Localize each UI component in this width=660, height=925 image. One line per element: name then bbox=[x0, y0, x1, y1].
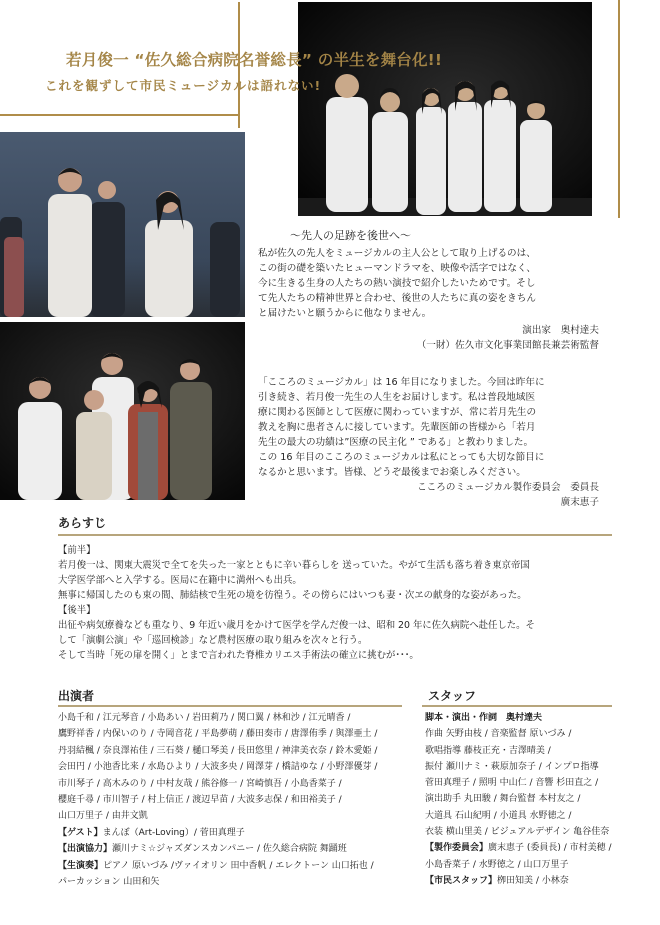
message-line: 先生の最大の功績は”医療の民主化 ” である」と教わりました。 bbox=[258, 437, 534, 448]
gold-frame-right bbox=[618, 0, 620, 218]
cast-cooperation-label: 【出演協力】 bbox=[58, 844, 113, 855]
headline-main: 若月俊一 “佐久総合病院名誉総長” の半生を舞台化!! bbox=[66, 51, 443, 69]
staff-line: 歌唱指導 藤枝正充・吉澤晴美 / bbox=[425, 745, 551, 756]
cast-line: 櫻庭千尋 / 市川智子 / 村上信正 / 渡辺早苗 / 大波多志保 / 和田裕美子 / bbox=[58, 795, 342, 806]
stage-photo-duet bbox=[0, 132, 245, 317]
staff-title: スタッフ bbox=[428, 689, 477, 703]
message-line: 療に関わる医師として医療に関わっていますが、常に若月先生の bbox=[258, 407, 537, 418]
staff-lead: 脚本・演出・作詞 奥村達夫 bbox=[425, 713, 543, 723]
message-line: と届けたいと願うからに他なりません。 bbox=[258, 308, 432, 319]
synopsis-line: 出征や病気療養なども重なり、9 年近い歳月をかけて医学を学んだ俊一は、昭和 20 年に佐久病院へ赴任した。そ bbox=[58, 620, 535, 631]
cast-guest-text: まんぼ（Art-Loving）/ 菅田真理子 bbox=[102, 827, 245, 838]
gold-frame-left-vertical bbox=[238, 114, 240, 128]
staff-line: 振付 瀬川ナミ・萩原加奈子 / インプロ指導 bbox=[425, 761, 599, 772]
cast-guest-label: 【ゲスト】 bbox=[58, 827, 103, 838]
cast-line: 市川琴子 / 高木みのり / 中村友哉 / 熊谷修一 / 宮崎慎吾 / 小島香菜子 / bbox=[58, 778, 342, 789]
staff-citizen bbox=[425, 873, 625, 889]
synopsis-rule bbox=[58, 534, 612, 536]
cast-title: 出演者 bbox=[58, 689, 95, 703]
message-paragraph-2 bbox=[258, 375, 603, 480]
stage-photo-doctors-lineup bbox=[298, 2, 592, 216]
staff-line: 大道具 石山紀明 / 小道具 水野徳之 / bbox=[425, 810, 572, 821]
cast-line: 山口万里子 / 由井文凱 bbox=[58, 811, 148, 822]
cast-live-music-label: 【生演奏】 bbox=[58, 860, 104, 871]
message-line: 「こころのミュージカル」は 16 年目になりました。今回は昨年に bbox=[258, 377, 545, 388]
message-line: この街の礎を築いたヒューマンドラマを、映像や活字ではなく、 bbox=[258, 263, 537, 274]
cast-line: 丹羽結楓 / 奈良澤祐佳 / 三石葵 / 樋口琴美 / 長田悠里 / 神津美衣奈 / 鈴木愛姫 / bbox=[58, 745, 378, 756]
staff-committee bbox=[425, 840, 625, 856]
synopsis-body bbox=[58, 543, 618, 663]
signature-line: 演出家 奥村達夫 bbox=[522, 325, 599, 336]
cast-cooperation-text: 瀬川ナミ☆ジャズダンスカンパニー / 佐久総合病院 舞踊班 bbox=[112, 844, 347, 855]
message-line: 今に生きる生身の人たちの熱い演技で紹介したいためです。そし bbox=[258, 278, 536, 289]
staff-line: 演出助手 丸田駿 / 舞台監督 本村友之 / bbox=[425, 794, 581, 805]
message-title: 〜先人の足跡を後世へ〜 bbox=[290, 229, 411, 242]
message-line: なるかと思います。皆様、どうぞ最後までお楽しみください。 bbox=[258, 467, 526, 478]
message-line: 私が佐久の先人をミュージカルの主人公として取り上げるのは、 bbox=[258, 248, 536, 259]
cast-line: 小島千和 / 江元琴音 / 小島あい / 岩田莉乃 / 関口翼 / 林和沙 / 江元晴香 / bbox=[58, 713, 351, 723]
cast-live-music bbox=[58, 858, 408, 874]
staff-line: 衣装 横山里美 / ビジュアルデザイン 亀谷佳奈 bbox=[425, 827, 610, 838]
staff-citizen-label: 【市民スタッフ】 bbox=[425, 875, 498, 886]
signature-line: （一財）佐久市文化事業団館長兼芸術監督 bbox=[416, 340, 599, 351]
staff-committee-label: 【製作委員会】 bbox=[425, 843, 489, 854]
cast-cooperation bbox=[58, 841, 408, 857]
message-line: 引き続き、若月俊一先生の人生をお届けします。私は普段地域医 bbox=[258, 392, 536, 403]
staff-committee-text: 廣末恵子 (委員長) / 市村美穂 / bbox=[488, 843, 612, 854]
synopsis-title: あらすじ bbox=[58, 516, 107, 530]
stage-photo-ensemble bbox=[0, 322, 245, 500]
staff-rule bbox=[422, 705, 612, 707]
message-line: 教えを胸に患者さんに接しています。先輩医師の皆様から「若月 bbox=[258, 422, 536, 433]
staff-line: 作曲 矢野由枝 / 音楽監督 原いづみ / bbox=[425, 729, 572, 740]
synopsis-line: そして当時「死の扉を開く」とまで言われた脊椎カリエス手術法の確立に挑むが･･･。 bbox=[58, 650, 419, 661]
gold-frame-upper-left bbox=[0, 114, 238, 116]
signature-line: こころのミュージカル製作委員会 委員長 bbox=[417, 482, 599, 493]
staff-line: 菅田真理子 / 照明 中山仁 / 音響 杉田直之 / bbox=[425, 778, 599, 789]
staff-list bbox=[425, 710, 625, 889]
synopsis-line: 若月俊一は、関東大震災で全てを失った一家とともに辛い暮らしを 送っていた。やがて生活も落ち着き東京帝国 bbox=[58, 560, 530, 571]
synopsis-line: 無事に帰国したのも束の間、肺結核で生死の境を彷徨う。その傍らにはいつも妻・次ヱの献身的な姿があった。 bbox=[58, 590, 527, 601]
message-paragraph-1 bbox=[258, 246, 603, 321]
cast-line: 会田円 / 小池香比来 / 水島ひより / 大波多央 / 岡澤芽 / 橋詰ゆな / 小野澤優芽 / bbox=[58, 762, 378, 773]
synopsis-line: 【後半】 bbox=[58, 605, 96, 616]
headline-sub: これを観ずして市民ミュージカルは語れない! bbox=[45, 78, 322, 93]
cast-live-music-text: ピアノ 原いづみ /ヴァイオリン 田中香帆 / エレクトーン 山口拓也 / bbox=[103, 860, 374, 871]
signature-director bbox=[300, 323, 599, 353]
message-line: この 16 年目のこころのミュージカルは私にとっても大切な節目に bbox=[258, 452, 545, 463]
synopsis-line: 【前半】 bbox=[58, 545, 96, 556]
cast-live-music-text-2: パーカッション 山田和矢 bbox=[58, 877, 160, 888]
cast-guest bbox=[58, 825, 408, 841]
synopsis-line: 大学医学部へと入学する。医局に在籍中に満州へも出兵。 bbox=[58, 575, 302, 586]
signature-line: 廣末恵子 bbox=[560, 497, 599, 508]
cast-rule bbox=[58, 705, 402, 707]
message-line: て先人たちの精神世界と合わせ、後世の人たちに真の姿をきちん bbox=[258, 293, 536, 304]
cast-line: 鷹野祥香 / 内保いのり / 寺岡音花 / 平島夢萌 / 藤田奏市 / 唐澤侑季 / 與澤亜土 / bbox=[58, 729, 378, 740]
cast-list bbox=[58, 710, 408, 890]
synopsis-line: して「演劇公演」や「巡回検診」など農村医療の取り組みを次々と行う。 bbox=[58, 635, 368, 646]
staff-citizen-text: 栁田知美 / 小林奈 bbox=[497, 875, 569, 886]
signature-committee bbox=[300, 480, 599, 510]
staff-committee-cont: 小島香菜子 / 水野徳之 / 山口万里子 bbox=[425, 859, 569, 870]
cast-live-music-cont bbox=[58, 874, 408, 890]
